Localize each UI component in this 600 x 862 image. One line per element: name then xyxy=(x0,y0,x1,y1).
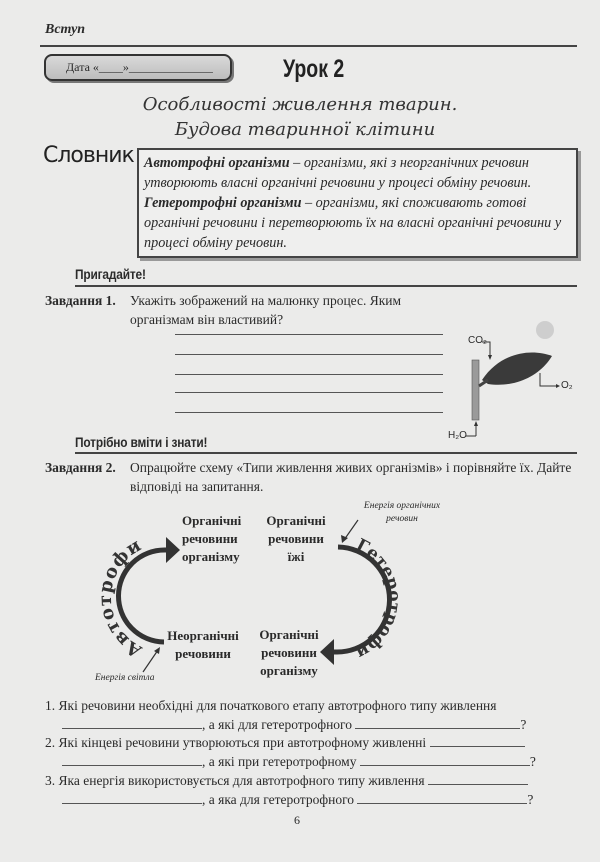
answer-blank[interactable] xyxy=(360,753,530,766)
heterotrophs-arc-label: Гетеротрофи xyxy=(352,535,405,663)
task-2-label: Завдання 2. xyxy=(45,460,116,475)
glossary-term: Автотрофні організми xyxy=(144,155,290,171)
question-text: 2. Які кінцеві речовини утворюються при автотрофному живленні xyxy=(45,735,427,750)
light-energy-label: Енергія світла xyxy=(95,673,155,683)
question-text: 1. Які речовини необхідні для початкового етапу автотрофного типу живлення xyxy=(45,698,497,713)
auto-source-label xyxy=(165,627,241,663)
label-line: їжі xyxy=(287,549,305,564)
sun-icon xyxy=(536,321,554,339)
answer-line[interactable] xyxy=(175,392,443,393)
question-1 xyxy=(45,697,497,714)
question-3 xyxy=(45,772,528,789)
answer-blank[interactable] xyxy=(62,716,202,729)
co2-label: CO₂ xyxy=(468,335,487,346)
answer-line[interactable] xyxy=(175,334,443,335)
page-number: 6 xyxy=(294,813,300,827)
question-2 xyxy=(45,734,525,751)
label-line: організму xyxy=(182,549,240,564)
question-end: ? xyxy=(527,792,534,807)
label-line: речовини xyxy=(268,531,324,546)
label-line: речовини xyxy=(182,531,238,546)
answer-blank[interactable] xyxy=(355,716,520,729)
label-line: Органічні xyxy=(182,513,242,528)
section-header: Вступ xyxy=(45,22,86,37)
answer-line[interactable] xyxy=(175,412,443,413)
lesson-title-line1: Особливості живлення тварин. xyxy=(142,94,458,115)
task-2-text: Опрацюйте схему «Типи живлення живих організмів» і порівняйте їх. Дайте відповіді на запитання. xyxy=(130,460,572,494)
arrowhead xyxy=(166,537,180,563)
question-1-answer-row xyxy=(62,716,526,733)
label-line: організму xyxy=(260,663,318,678)
question-mid: , а яка для гетеротрофного xyxy=(202,792,355,807)
date-box xyxy=(44,54,232,81)
glossary-definition: – організми, які споживають готові органічні речовини і перетворюють їх на власні органічні речовини у процесі обміну речовин. xyxy=(144,195,562,251)
answer-line[interactable] xyxy=(175,374,443,375)
lesson-title-line2: Будова тваринної клітини xyxy=(174,119,436,140)
photosynthesis-figure xyxy=(420,318,570,443)
task-1 xyxy=(45,291,445,329)
recall-heading: Пригадайте! xyxy=(75,266,146,282)
hetero-source-label xyxy=(262,512,330,566)
label-line: Енергія органічних xyxy=(363,501,441,511)
auto-product-label xyxy=(182,512,241,566)
question-mid: , а які для гетеротрофного xyxy=(202,717,353,732)
date-label: Дата «____»______________ xyxy=(66,60,213,74)
know-heading: Потрібно вміти і знати! xyxy=(75,434,208,450)
label-line: речовини xyxy=(175,646,231,661)
glossary-term: Гетеротрофні організми xyxy=(144,195,302,211)
lesson-number: Урок 2 xyxy=(283,55,345,83)
task-1-text: Укажіть зображений на малюнку процес. Яким організмам він властивий? xyxy=(130,293,402,327)
glossary-box xyxy=(137,148,578,258)
question-end: ? xyxy=(520,717,527,732)
label-line: Органічні xyxy=(259,627,319,642)
autotrophs-arc-label: Автотрофи xyxy=(94,534,146,662)
question-end: ? xyxy=(529,754,536,769)
label-line: речовини xyxy=(261,645,317,660)
question-3-answer-row xyxy=(62,791,533,808)
organic-energy-label xyxy=(352,500,452,526)
answer-blank[interactable] xyxy=(428,772,528,785)
leaf-icon xyxy=(482,353,552,385)
label-line: речовин xyxy=(386,514,418,524)
question-mid: , а які при гетеротрофному xyxy=(202,754,357,769)
question-2-answer-row xyxy=(62,753,536,770)
glossary-definition: – організми, які з неорганічних речовин утворюють власні органічні речовини у процесі обміну речовин. xyxy=(144,155,532,191)
recall-rule xyxy=(75,285,577,287)
label-line: Органічні xyxy=(266,513,326,528)
glossary-entry-autotrophs xyxy=(144,153,571,193)
know-rule xyxy=(75,452,577,454)
glossary-entry-heterotrophs xyxy=(144,193,571,253)
lesson-title xyxy=(0,92,600,142)
answer-blank[interactable] xyxy=(430,734,525,747)
label-line: Неорганічні xyxy=(167,628,239,643)
light-energy-arrow xyxy=(143,650,158,672)
header-rule xyxy=(40,45,577,47)
glossary-heading: Словник xyxy=(43,143,134,168)
answer-blank[interactable] xyxy=(62,791,202,804)
answer-blank[interactable] xyxy=(357,791,527,804)
answer-blank[interactable] xyxy=(62,753,202,766)
question-text: 3. Яка енергія використовується для автотрофного типу живлення xyxy=(45,773,425,788)
answer-line[interactable] xyxy=(175,354,443,355)
o2-label: O₂ xyxy=(561,380,573,391)
arrowhead xyxy=(320,639,334,665)
hetero-product-label xyxy=(258,626,320,680)
task-1-label: Завдання 1. xyxy=(45,293,116,308)
h2o-label: H₂O xyxy=(448,430,467,441)
plant-stem xyxy=(472,360,479,420)
